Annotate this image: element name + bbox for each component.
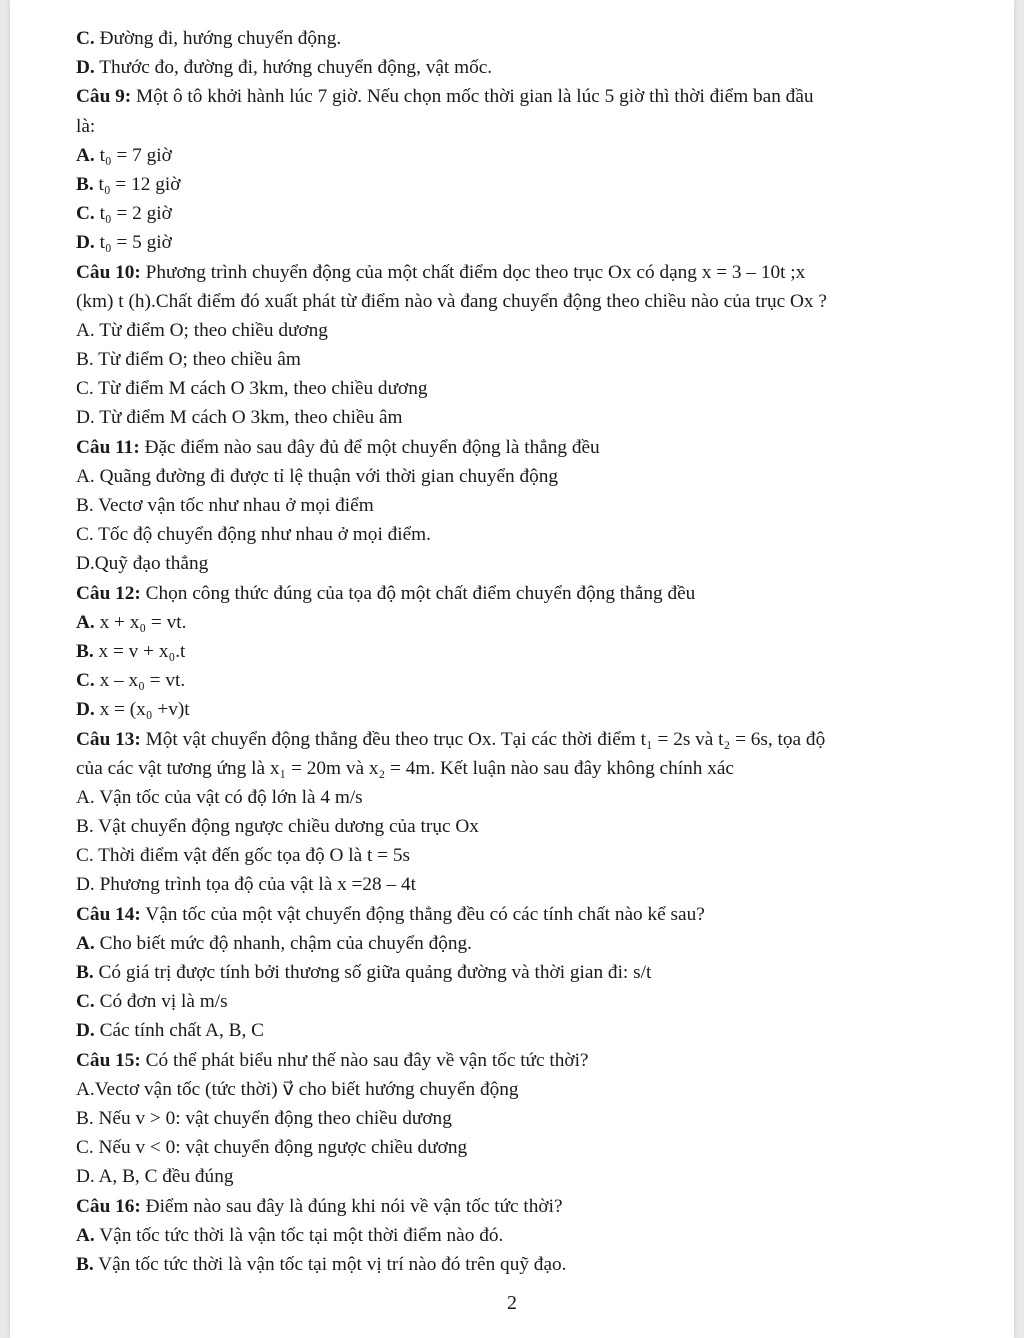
- line-text: C. Nếu v < 0: vật chuyển động ngược chiều dương: [76, 1137, 468, 1159]
- answer-option: [76, 170, 956, 199]
- answer-option: [76, 987, 956, 1016]
- line-text: A. Từ điểm O; theo chiều dương: [76, 319, 328, 341]
- line-text: C. Tốc độ chuyển động như nhau ở mọi điểm.: [76, 524, 431, 546]
- line-text: D. Phương trình tọa độ của vật là x =28 – 4t: [76, 874, 416, 896]
- question-line: [76, 1046, 956, 1075]
- option-label: B.: [76, 173, 94, 195]
- answer-option: [76, 24, 956, 53]
- answer-option: [76, 228, 956, 257]
- line-text: Thước đo, đường đi, hướng chuyển động, vật mốc.: [99, 57, 493, 79]
- question-label: Câu 12:: [76, 582, 141, 604]
- line-text: A. Quãng đường đi được tỉ lệ thuận với thời gian chuyển động: [76, 465, 559, 487]
- line-text: t₀ = 12 giờ: [98, 173, 181, 195]
- option-label: D.: [76, 232, 95, 254]
- question-label: Câu 15:: [76, 1049, 141, 1071]
- answer-option: [76, 345, 956, 374]
- answer-option: [76, 841, 956, 870]
- option-label: D.: [76, 1020, 95, 1042]
- question-line: [76, 1192, 956, 1221]
- answer-option: [76, 520, 956, 549]
- option-label: B.: [76, 1253, 94, 1275]
- option-label: A.: [76, 932, 95, 954]
- line-text: A. Vận tốc của vật có độ lớn là 4 m/s: [76, 786, 363, 808]
- line-text: x = (x₀ +v)t: [99, 699, 190, 721]
- option-label: B.: [76, 640, 94, 662]
- line-text: t₀ = 2 giờ: [99, 203, 172, 225]
- line-text: của các vật tương ứng là x₁ = 20m và x₂ = 4m. Kết luận nào sau đây không chính xác: [76, 757, 734, 779]
- line-text: B. Nếu v > 0: vật chuyển động theo chiều dương: [76, 1107, 452, 1129]
- question-line: [76, 725, 956, 754]
- line-text: C. Từ điểm M cách O 3km, theo chiều dương: [76, 378, 428, 400]
- question-label: Câu 9:: [76, 86, 132, 108]
- line-text: Có giá trị được tính bởi thương số giữa quảng đường và thời gian đi: s/t: [98, 962, 652, 983]
- answer-option: [76, 1221, 956, 1250]
- answer-option: [76, 53, 956, 82]
- option-label: C.: [76, 28, 95, 49]
- page-content: [76, 24, 956, 1279]
- answer-option: [76, 637, 956, 666]
- line-text: t₀ = 7 giờ: [99, 144, 172, 166]
- line-text: B. Từ điểm O; theo chiều âm: [76, 349, 301, 371]
- question-text: Một vật chuyển động thẳng đều theo trục Ox. Tại các thời điểm t₁ = 2s và t₂ = 6s, tọa độ: [145, 728, 826, 750]
- answer-option: [76, 812, 956, 841]
- line-text: x + x₀ = vt.: [99, 611, 187, 633]
- answer-option: [76, 316, 956, 345]
- answer-option: [76, 1075, 956, 1104]
- option-label: C.: [76, 670, 95, 692]
- question-text: Chọn công thức đúng của tọa độ một chất điểm chuyển động thẳng đều: [145, 582, 696, 604]
- line-text: D. A, B, C đều đúng: [76, 1166, 234, 1188]
- answer-option: [76, 491, 956, 520]
- question-text: Phương trình chuyển động của một chất điểm dọc theo trục Ox có dạng x = 3 – 10t ;x: [145, 261, 806, 283]
- answer-option: [76, 1104, 956, 1133]
- answer-option: [76, 1016, 956, 1045]
- question-continuation: [76, 112, 956, 141]
- option-label: D.: [76, 699, 95, 721]
- option-label: C.: [76, 203, 95, 225]
- answer-option: [76, 783, 956, 812]
- question-line: [76, 258, 956, 287]
- question-line: [76, 433, 956, 462]
- question-text: Điểm nào sau đây là đúng khi nói về vận tốc tức thời?: [145, 1195, 563, 1217]
- answer-option: [76, 870, 956, 899]
- answer-option: [76, 462, 956, 491]
- line-text: t₀ = 5 giờ: [99, 232, 172, 254]
- answer-option: [76, 695, 956, 724]
- answer-option: [76, 199, 956, 228]
- answer-option: [76, 141, 956, 170]
- question-label: Câu 14:: [76, 903, 141, 925]
- line-text: là:: [76, 115, 96, 137]
- option-label: A.: [76, 611, 95, 633]
- line-text: A.Vectơ vận tốc (tức thời) v⃗ cho biết hướng chuyển động: [76, 1078, 519, 1100]
- line-text: B. Vật chuyển động ngược chiều dương của trục Ox: [76, 816, 479, 838]
- line-text: Vận tốc tức thời là vận tốc tại một thời điểm nào đó.: [99, 1224, 504, 1246]
- question-label: Câu 13:: [76, 728, 141, 750]
- line-text: x – x₀ = vt.: [99, 670, 186, 692]
- answer-option: [76, 608, 956, 637]
- answer-option: [76, 374, 956, 403]
- question-label: Câu 11:: [76, 436, 140, 458]
- answer-option: [76, 958, 956, 987]
- option-label: C.: [76, 991, 95, 1013]
- question-text: Đặc điểm nào sau đây đủ để một chuyển động là thẳng đều: [144, 436, 600, 458]
- answer-option: [76, 929, 956, 958]
- answer-option: [76, 666, 956, 695]
- option-label: A.: [76, 144, 95, 166]
- question-continuation: [76, 287, 956, 316]
- question-text: Một ô tô khởi hành lúc 7 giờ. Nếu chọn mốc thời gian là lúc 5 giờ thì thời điểm ban đầu: [136, 86, 814, 108]
- line-text: Cho biết mức độ nhanh, chậm của chuyển động.: [99, 932, 472, 954]
- option-label: B.: [76, 962, 94, 983]
- question-line: [76, 82, 956, 111]
- question-text: Vận tốc của một vật chuyển động thẳng đều có các tính chất nào kể sau?: [145, 903, 705, 925]
- line-text: x = v + x₀.t: [98, 640, 186, 662]
- line-text: D.Quỹ đạo thẳng: [76, 553, 209, 575]
- answer-option: [76, 1133, 956, 1162]
- option-label: D.: [76, 57, 95, 79]
- question-line: [76, 579, 956, 608]
- line-text: C. Thời điểm vật đến gốc tọa độ O là t = 5s: [76, 845, 410, 867]
- question-line: [76, 900, 956, 929]
- answer-option: [76, 1250, 956, 1279]
- line-text: B. Vectơ vận tốc như nhau ở mọi điểm: [76, 495, 374, 516]
- question-text: Có thể phát biểu như thế nào sau đây về vận tốc tức thời?: [145, 1049, 589, 1071]
- option-label: A.: [76, 1224, 95, 1246]
- page-number: 2: [507, 1292, 517, 1314]
- line-text: Các tính chất A, B, C: [99, 1020, 264, 1042]
- answer-option: [76, 1162, 956, 1191]
- question-label: Câu 16:: [76, 1195, 141, 1217]
- line-text: (km) t (h).Chất điểm đó xuất phát từ điểm nào và đang chuyển động theo chiều nào của trục Ox ?: [76, 290, 827, 312]
- line-text: D. Từ điểm M cách O 3km, theo chiều âm: [76, 407, 403, 429]
- line-text: Vận tốc tức thời là vận tốc tại một vị trí nào đó trên quỹ đạo.: [98, 1253, 567, 1275]
- question-continuation: [76, 754, 956, 783]
- document-page: [10, 0, 1014, 1338]
- answer-option: [76, 403, 956, 432]
- answer-option: [76, 549, 956, 578]
- line-text: Có đơn vị là m/s: [99, 991, 228, 1013]
- question-label: Câu 10:: [76, 261, 141, 283]
- line-text: Đường đi, hướng chuyển động.: [99, 28, 342, 49]
